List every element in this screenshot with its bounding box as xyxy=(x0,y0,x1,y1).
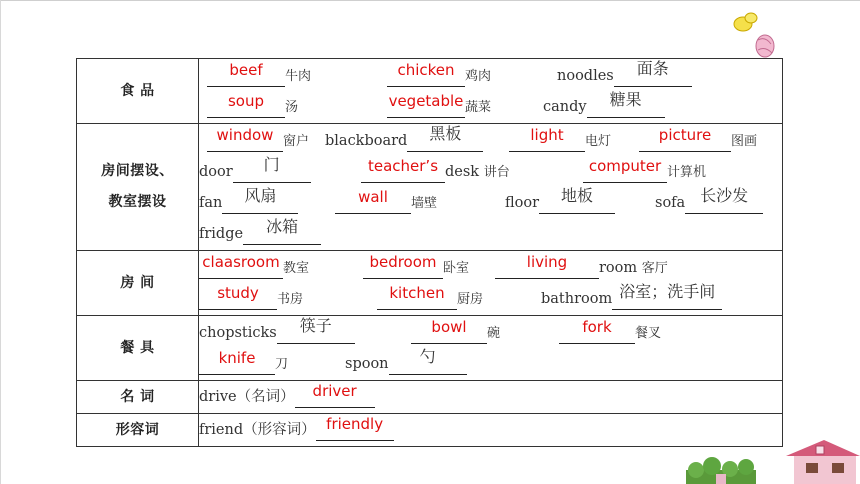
list-item: soup 汤 xyxy=(207,92,298,123)
row-content-rooms xyxy=(199,251,783,316)
list-item: picture 图画 xyxy=(639,126,757,157)
list-item: knife 刀 xyxy=(199,349,288,380)
list-item: kitchen 厨房 xyxy=(377,284,483,315)
list-item: chopsticks 筷子 xyxy=(199,318,355,349)
list-item: beef 牛肉 xyxy=(207,61,311,92)
list-item: fridge 冰箱 xyxy=(199,219,321,250)
category-noun: 名 词 xyxy=(77,381,199,414)
table-row-adjective xyxy=(77,414,783,447)
list-item: sofa 长沙发 xyxy=(655,188,763,219)
slide-left-edge xyxy=(0,0,1,484)
list-item: computer 计算机 xyxy=(583,157,706,188)
list-item: living room 客厅 xyxy=(495,253,668,284)
list-item: fan 风扇 xyxy=(199,188,298,219)
list-item: friend（形容词） friendly xyxy=(199,415,394,446)
table-row-rooms xyxy=(77,251,783,316)
table-row-food xyxy=(77,59,783,124)
table-row-tableware xyxy=(77,316,783,381)
list-item: vegetable 蔬菜 xyxy=(387,92,491,123)
list-item: study 书房 xyxy=(199,284,303,315)
list-item: spoon 勺 xyxy=(345,349,467,380)
list-item: candy 糖果 xyxy=(543,92,665,123)
list-item: blackboard 黑板 xyxy=(325,126,483,157)
row-content-tableware xyxy=(199,316,783,381)
list-item: bathroom 浴室；洗手间 xyxy=(541,284,722,315)
table-row-noun xyxy=(77,381,783,414)
list-item: noodles 面条 xyxy=(557,61,692,92)
list-item: light 电灯 xyxy=(509,126,611,157)
list-item: wall 墙壁 xyxy=(335,188,437,219)
list-item: bowl 碗 xyxy=(411,318,500,349)
list-item: window 窗户 xyxy=(207,126,309,157)
list-item: door 门 xyxy=(199,157,311,188)
row-content-food xyxy=(199,59,783,124)
category-rooms: 房 间 xyxy=(77,251,199,316)
list-item: floor 地板 xyxy=(505,188,615,219)
slide-top-edge xyxy=(0,0,860,1)
list-item: claasroom 教室 xyxy=(199,253,309,284)
row-content-furnishings xyxy=(199,124,783,251)
row-content-noun xyxy=(199,381,783,414)
list-item: fork 餐叉 xyxy=(559,318,661,349)
list-item: drive（名词） driver xyxy=(199,382,375,413)
list-item: chicken 鸡肉 xyxy=(387,61,491,92)
vocabulary-table xyxy=(76,58,783,447)
list-item: bedroom 卧室 xyxy=(363,253,469,284)
butterfly-icon xyxy=(731,6,779,58)
house-illustration-icon xyxy=(686,436,860,484)
category-tableware: 餐 具 xyxy=(77,316,199,381)
category-food: 食 品 xyxy=(77,59,199,124)
list-item: teacher’s desk 讲台 xyxy=(361,157,510,188)
category-adjective: 形容词 xyxy=(77,414,199,447)
category-furnishings: 房间摆设、 教室摆设 xyxy=(77,124,199,251)
table-row-furnishings xyxy=(77,124,783,251)
